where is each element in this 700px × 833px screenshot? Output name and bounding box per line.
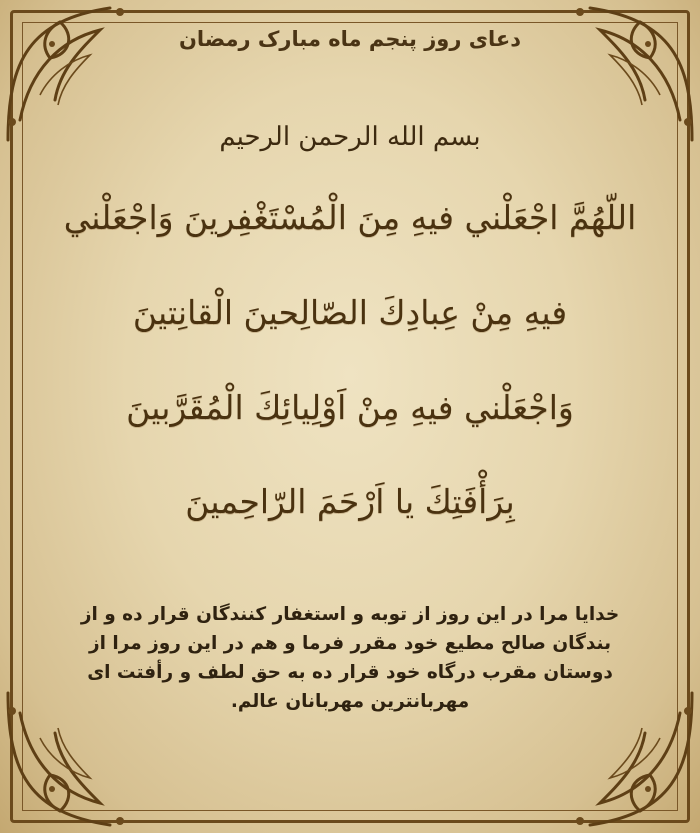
persian-translation: خدایا مرا در این روز از توبه و استغفار کنندگان قرار ده و از بندگان صالح مطیع خود مقرر فرما و هم در این روز مرا از دوستان مقرب درگاه خود قرار ده به حق لطف و رأفتت ای مهربانترین مهربانان عالم. <box>80 604 620 712</box>
prayer-line: اللّهُمَّ اجْعَلْني فيهِ مِنَ الْمُسْتَغْفِرينَ وَاجْعَلْني <box>63 198 637 237</box>
prayer-line: وَاجْعَلْني فيهِ مِنْ اَوْلِيائِكَ الْمُقَرَّبينَ <box>126 388 574 427</box>
prayer-line: فيهِ مِنْ عِبادِكَ الصّالِحينَ الْقانِتينَ <box>132 293 568 332</box>
bismillah-line: بسم الله الرحمن الرحیم <box>219 122 481 152</box>
page-title: دعای روز پنجم ماه مبارک رمضان <box>178 27 522 51</box>
prayer-line: بِرَأْفَتِكَ يا اَرْحَمَ الرّاحِمينَ <box>185 482 515 521</box>
